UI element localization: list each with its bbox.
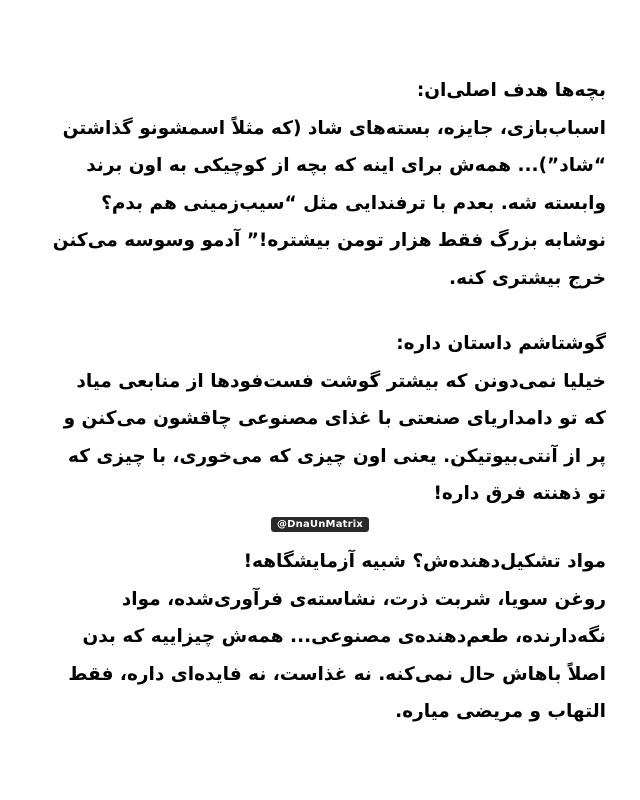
paragraph-line: اصلاً باهاش حال نمی‌کنه. نه غذاست، نه فایده‌ای داره، فقط xyxy=(68,663,606,685)
paragraph-line: خیلیا نمی‌دونن که بیشتر گوشت فست‌فودها از منابعی میاد xyxy=(76,370,606,392)
paragraph-line: اسباب‌بازی، جایزه، بسته‌های شاد (که مثلاً اسمشونو گذاشتن xyxy=(62,117,606,139)
watermark-label: @DnaUnMatrix xyxy=(271,517,369,532)
paragraph-line: که تو دامداریای صنعتی با غذای مصنوعی چاقشون می‌کنن و xyxy=(63,408,606,430)
paragraph-line: تو ذهنته فرق داره! xyxy=(433,483,606,505)
paragraph-line: خرج بیشتری کنه. xyxy=(449,267,606,289)
section-heading: بچه‌ها هدف اصلی‌ان: xyxy=(416,80,606,101)
section-heading: گوشتاشم داستان داره: xyxy=(396,333,606,354)
paragraph-line: پر از آنتی‌بیوتیکن. یعنی اون چیزی که می‌خوری، با چیزی که xyxy=(67,445,606,467)
watermark xyxy=(0,512,640,532)
paragraph-line: روغن سویا، شربت ذرت، نشاسته‌ی فرآوری‌شده، مواد xyxy=(121,588,606,610)
section-ingredients xyxy=(26,543,606,731)
paragraph-line: وابسته شه. بعدم با ترفندایی مثل “سیب‌زمینی هم بدم؟ xyxy=(101,192,606,214)
paragraph-line: التهاب و مریضی میاره. xyxy=(395,701,606,723)
section-kids-target xyxy=(26,72,606,298)
paragraph-line: “شاد”)... همه‌ش برای اینه که بچه از کوچیکی به اون برند xyxy=(86,155,606,177)
section-heading: مواد تشکیل‌دهنده‌ش؟ شبیه آزمایشگاهه! xyxy=(243,551,606,572)
paragraph-line: نوشابه بزرگ فقط هزار تومن بیشتره!” آدمو وسوسه می‌کنن xyxy=(52,230,606,252)
paragraph-line: نگه‌دارنده، طعم‌دهنده‌ی مصنوعی... همه‌ش چیزاییه که بدن xyxy=(82,626,606,648)
section-meat-story xyxy=(26,325,606,513)
